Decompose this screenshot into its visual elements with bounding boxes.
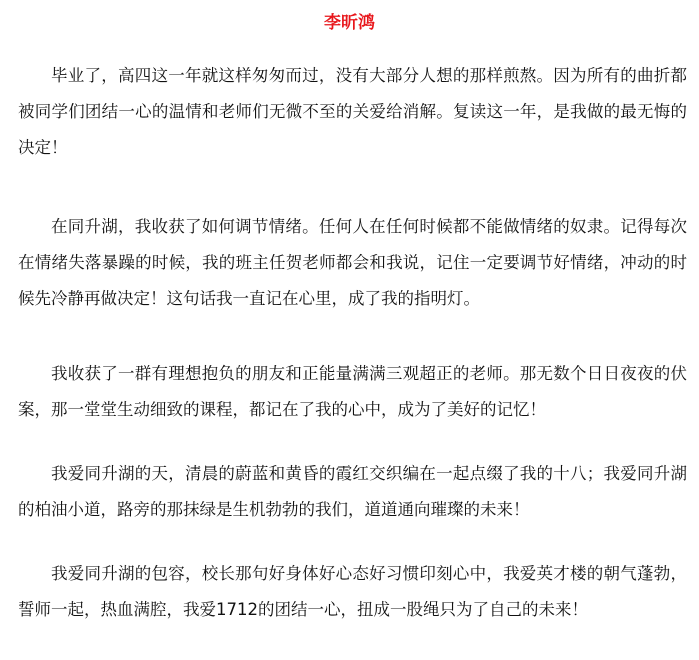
paragraph-3: 我收获了一群有理想抱负的朋友和正能量满满三观超正的老师。那无数个日日夜夜的伏案，那一堂堂生动细致的课程，都记在了我的心中，成为了美好的记忆！: [18, 364, 687, 419]
document-title: 李昕鸿: [324, 13, 375, 33]
paragraph-5: 我爱同升湖的包容，校长那句好身体好心态好习惯印刻心中，我爱英才楼的朝气蓬勃，誓师一起，热血满腔，我爱1712的团结一心，扭成一股绳只为了自己的未来！: [18, 564, 687, 619]
paragraph-1: 毕业了，高四这一年就这样匆匆而过，没有大部分人想的那样煎熬。因为所有的曲折都被同学们团结一心的温情和老师们无微不至的关爱给消解。复读这一年，是我做的最无悔的决定！: [18, 66, 687, 157]
paragraph-2: 在同升湖，我收获了如何调节情绪。任何人在任何时候都不能做情绪的奴隶。记得每次在情绪失落暴躁的时候，我的班主任贺老师都会和我说，记住一定要调节好情绪，冲动的时候先冷静再做决定！这句话我一直记在心里，成了我的指明灯。: [18, 217, 687, 308]
paragraph-4: 我爱同升湖的天，清晨的蔚蓝和黄昏的霞红交织编在一起点缀了我的十八；我爱同升湖的柏油小道，路旁的那抹绿是生机勃勃的我们，道道通向璀璨的未来！: [18, 464, 687, 519]
